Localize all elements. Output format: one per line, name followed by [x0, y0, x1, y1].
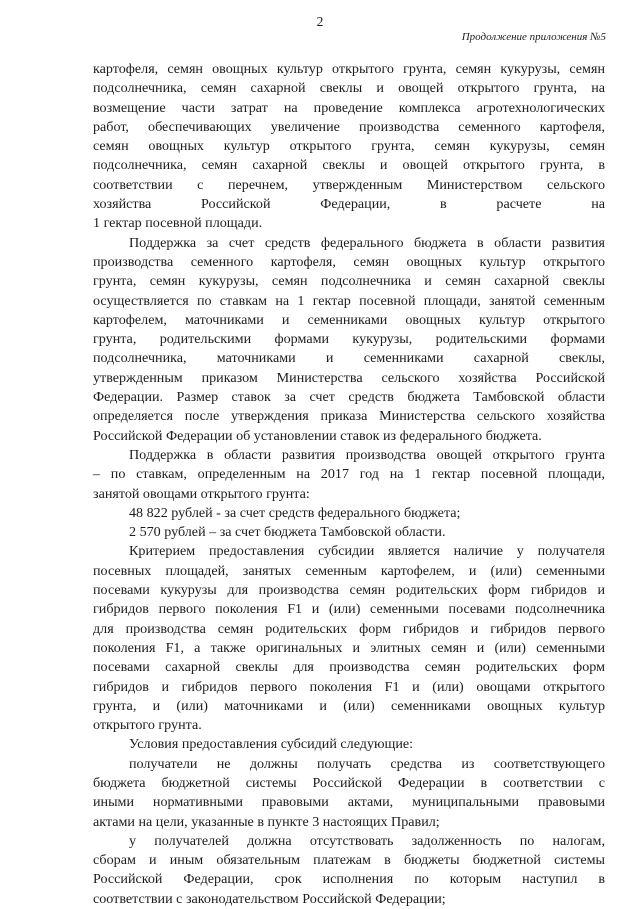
- text-line: картофеля, семян овощных культур открытого грунта, семян кукурузы, семян: [93, 61, 605, 77]
- text-line: грунта, и (или) маточниками и (или) семенниками овощных культур: [93, 697, 605, 714]
- text-line: соответствии с законодательством Российской Федерации;: [93, 890, 446, 907]
- page-number: 2: [316, 14, 324, 29]
- paragraph-first-line: Условия предоставления субсидий следующие:: [129, 736, 414, 753]
- paragraph-first-line: Поддержка за счет средств федерального бюджета в области развития: [129, 234, 605, 251]
- text-line: сборам и иным обязательным платежам в бюджеты бюджетной системы: [93, 852, 605, 869]
- text-line: гибридов первого поколения F1 и (или) семенными посевами подсолнечника: [93, 601, 605, 618]
- text-line: определяется после утверждения приказа Министерства сельского хозяйства: [93, 408, 605, 425]
- text-line: подсолнечника, семян сахарной свеклы и овощей открытого грунта, в: [93, 157, 605, 174]
- text-line: бюджета бюджетной системы Российской Федерации в соответствии с: [93, 774, 605, 791]
- paragraph-first-line: 2 570 рублей – за счет бюджета Тамбовской области.: [129, 524, 446, 541]
- text-line: соответствии с перечнем, утвержденным Министерством сельского: [93, 176, 605, 193]
- running-header: Продолжение приложения №5: [461, 31, 606, 43]
- text-line: посевами сахарной свеклы для производства семян родительских форм: [93, 659, 605, 676]
- text-line: хозяйства Российской Федерации, в расчете на: [93, 196, 605, 213]
- text-line: утвержденным приказом Министерства сельского хозяйства Российской: [93, 369, 605, 386]
- text-line: открытого грунта.: [93, 717, 202, 734]
- paragraph-first-line: Поддержка в области развития производства овощей открытого грунта: [129, 446, 605, 463]
- text-line: осуществляется по ставкам на 1 гектар посевной площади, занятой семенным: [93, 292, 605, 309]
- text-line: гибридов и гибридов первого поколения F1 и (или) овощами открытого: [93, 678, 605, 695]
- text-line: актами на цели, указанные в пункте 3 настоящих Правил;: [93, 813, 440, 830]
- text-line: подсолнечника, семян сахарной свеклы и овощей открытого грунта, на: [93, 80, 605, 97]
- text-line: подсолнечника, маточниками и семенниками сахарной свеклы,: [93, 350, 605, 367]
- paragraph-first-line: у получателей должна отсутствовать задолженность по налогам,: [129, 832, 605, 849]
- text-line: грунта, родительскими формами кукурузы, родительскими формами: [93, 331, 605, 348]
- text-line: семян овощных культур открытого грунта, семян кукурузы, семян: [93, 138, 605, 155]
- text-line: для производства семян родительских форм гибридов и гибридов первого: [93, 620, 605, 637]
- text-line: посевных площадей, занятых семенным картофелем, и (или) семенными: [93, 562, 605, 579]
- text-line: картофелем, маточниками и семенниками овощных культур открытого: [93, 311, 605, 328]
- paragraph-first-line: 48 822 рублей - за счет средств федерального бюджета;: [129, 504, 461, 521]
- document-body: [93, 60, 605, 909]
- text-line: Российской Федерации об установлении ставок из федерального бюджета.: [93, 427, 542, 444]
- text-line: производства семенного картофеля, семян овощных культур открытого: [93, 253, 605, 270]
- text-line: занятой овощами открытого грунта:: [93, 485, 310, 502]
- text-line: Российской Федерации, срок исполнения по которым наступил в: [93, 871, 605, 888]
- text-line: работ, обеспечивающих увеличение производства семенного картофеля,: [93, 118, 605, 135]
- text-line: 1 гектар посевной площади.: [93, 215, 263, 232]
- text-line: поколения F1, а также оригинальных и элитных семян и (или) семенными: [93, 639, 605, 656]
- text-line: иными нормативными правовыми актами, муниципальными правовыми: [93, 794, 605, 811]
- text-line: – по ставкам, определенным на 2017 год на 1 гектар посевной площади,: [93, 466, 605, 483]
- text-line: Федерации. Размер ставок за счет средств бюджета Тамбовской области: [93, 389, 605, 406]
- text-line: возмещение части затрат на проведение комплекса агротехнологических: [93, 99, 605, 116]
- text-line: посевами кукурузы для производства семян родительских форм гибридов и: [93, 582, 605, 599]
- paragraph-first-line: получатели не должны получать средства из соответствующего: [129, 755, 605, 772]
- paragraph-first-line: Критерием предоставления субсидии является наличие у получателя: [129, 543, 605, 560]
- text-line: грунта, семян кукурузы, семян подсолнечника и семян сахарной свеклы: [93, 273, 605, 290]
